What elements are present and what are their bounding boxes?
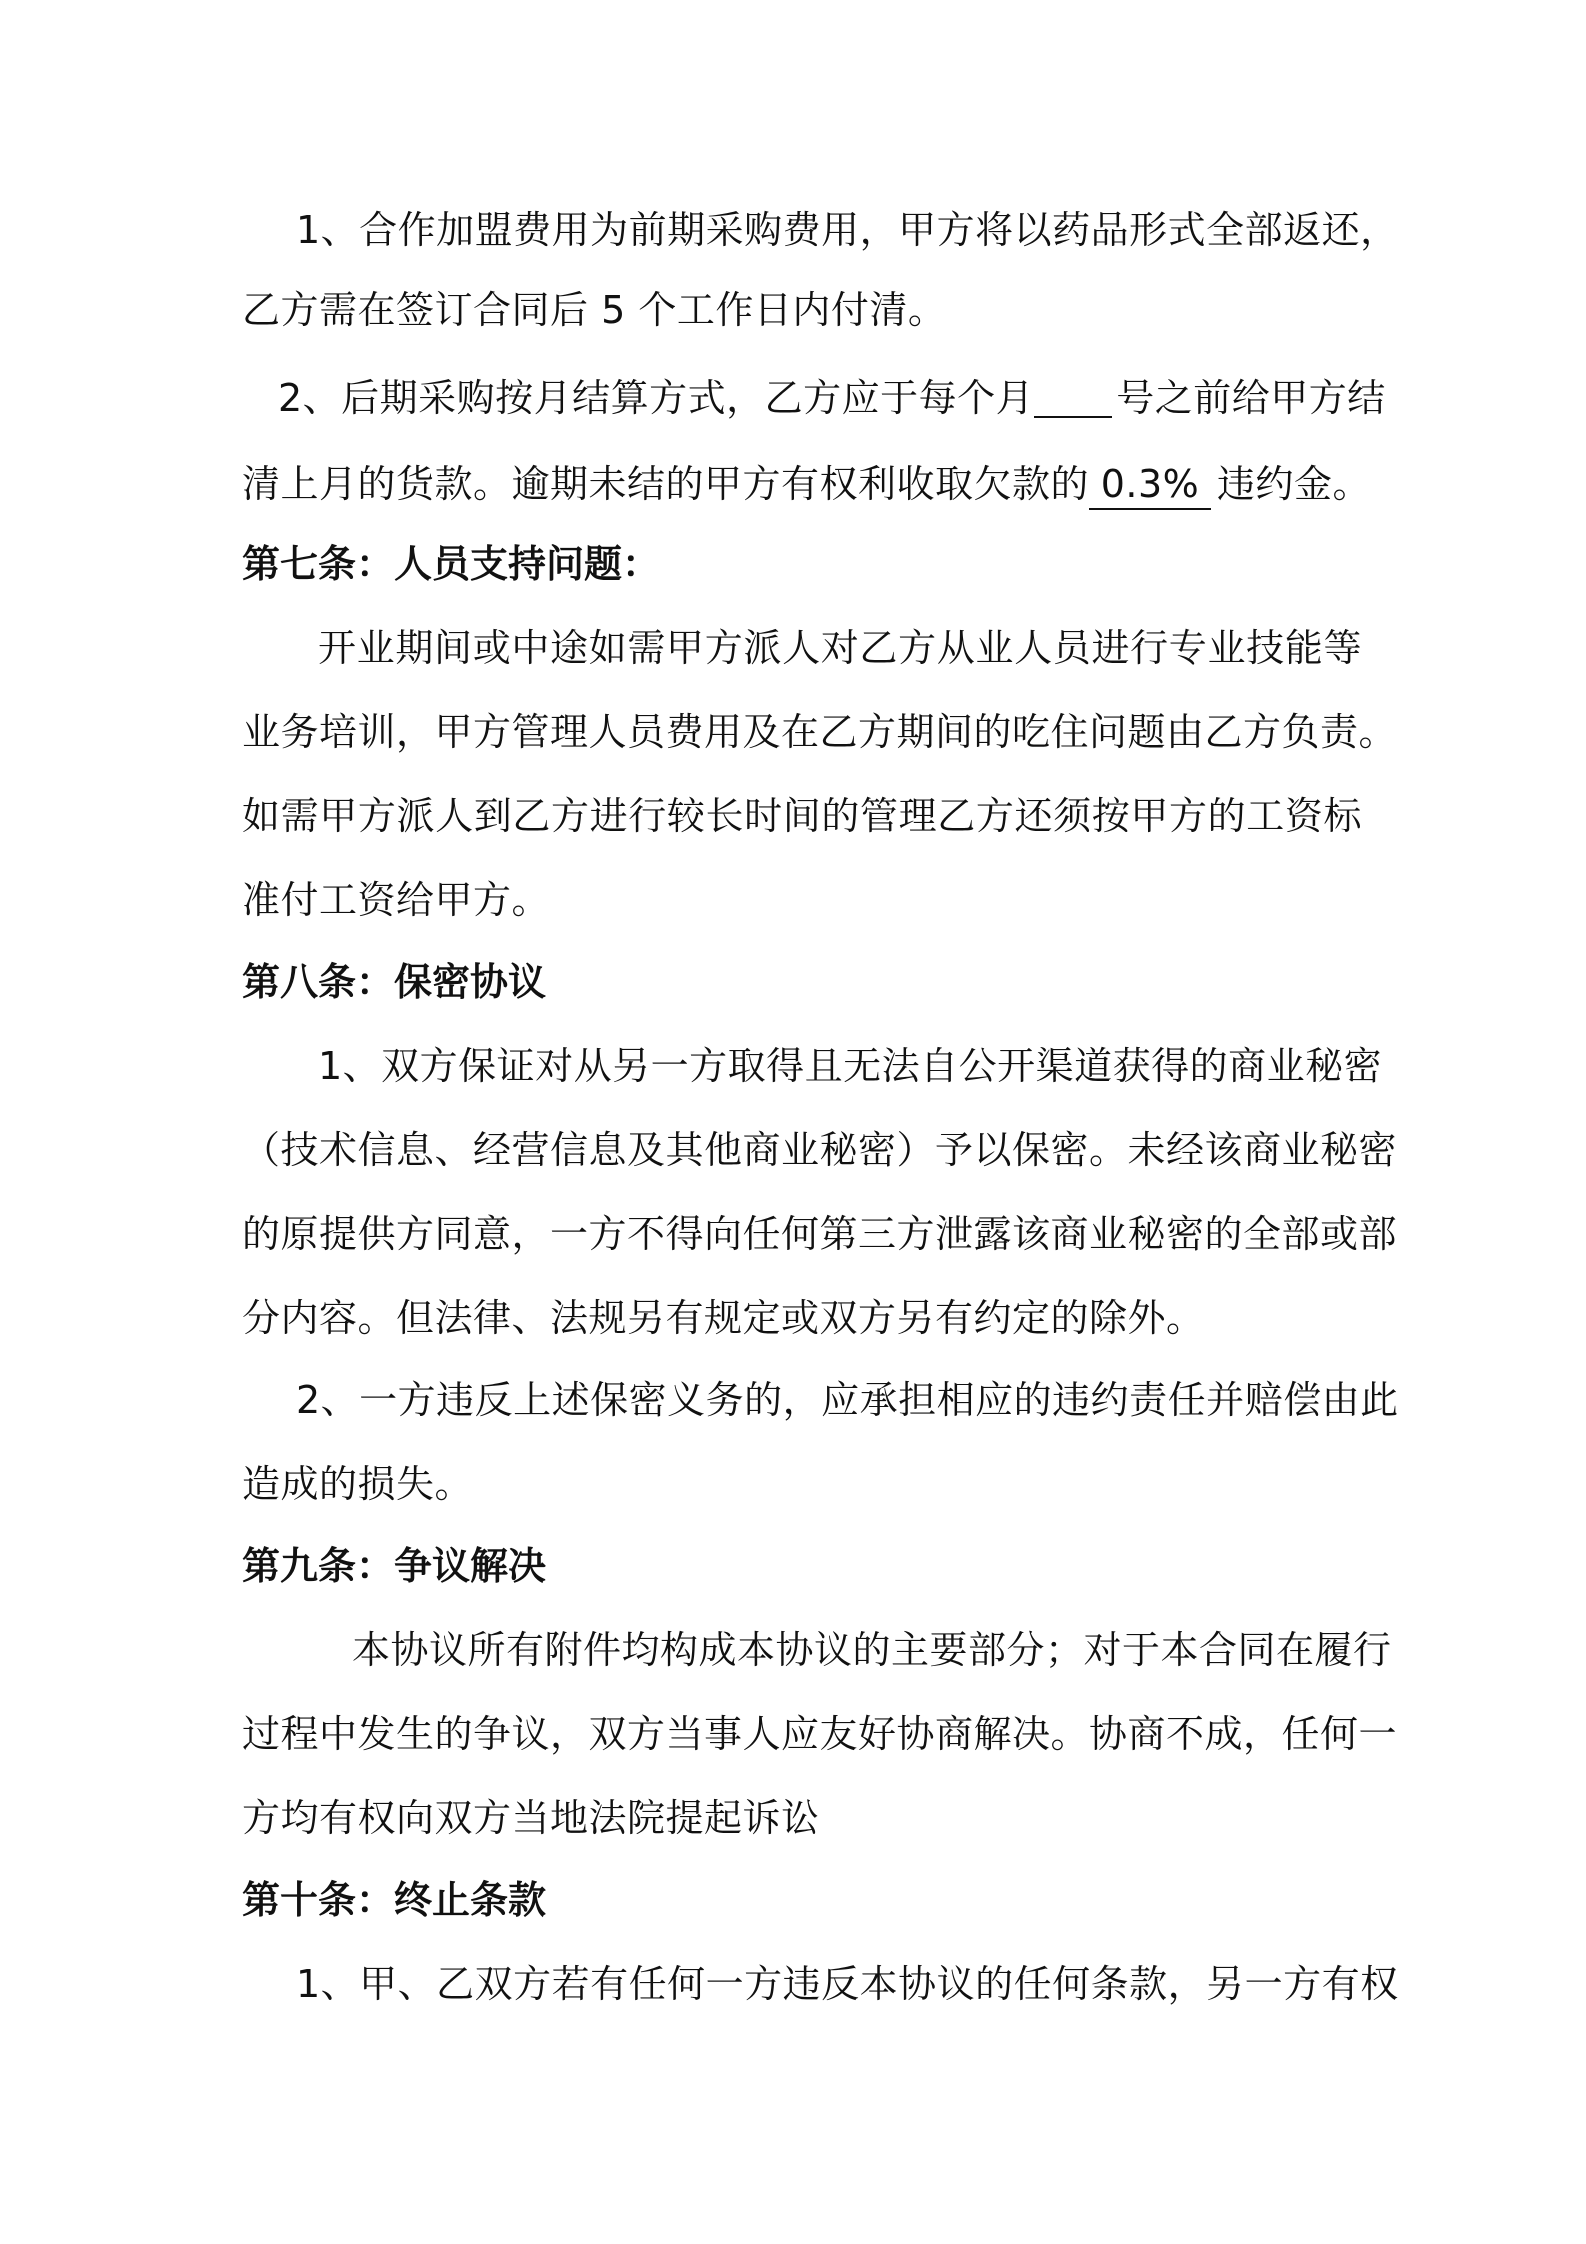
clause8-para2-line1: 2、一方违反上述保密义务的，应承担相应的违约责任并赔偿由此 (296, 1378, 1399, 1422)
day-blank-field[interactable] (1034, 372, 1112, 418)
clause10-heading: 第十条：终止条款 (242, 1878, 547, 1922)
s6-para2-text-b: 号之前给甲方结 (1116, 376, 1386, 420)
penalty-rate-field[interactable]: 0.3% (1089, 458, 1211, 510)
s6-para2-line1 (278, 372, 1386, 424)
clause10-line1: 1、甲、乙双方若有任何一方违反本协议的任何条款，另一方有权 (296, 1962, 1399, 2006)
clause7-line1: 开业期间或中途如需甲方派人对乙方从业人员进行专业技能等 (318, 626, 1362, 670)
s6-para2-text-c: 清上月的货款。逾期未结的甲方有权利收取欠款的 (242, 462, 1090, 506)
clause9-line1: 本协议所有附件均构成本协议的主要部分；对于本合同在履行 (352, 1628, 1392, 1672)
clause8-para1-line2: （技术信息、经营信息及其他商业秘密）予以保密。未经该商业秘密 (242, 1128, 1398, 1172)
clause7-line2: 业务培训，甲方管理人员费用及在乙方期间的吃住问题由乙方负责。 (242, 710, 1398, 754)
s6-para2-text-d: 违约金。 (1217, 462, 1372, 506)
clause8-para1-line4: 分内容。但法律、法规另有规定或双方另有约定的除外。 (242, 1296, 1205, 1340)
clause8-heading: 第八条：保密协议 (242, 960, 547, 1004)
clause9-line3: 方均有权向双方当地法院提起诉讼 (242, 1796, 820, 1840)
clause7-line3: 如需甲方派人到乙方进行较长时间的管理乙方还须按甲方的工资标 (242, 794, 1362, 838)
clause8-para1-line1: 1、双方保证对从另一方取得且无法自公开渠道获得的商业秘密 (318, 1044, 1383, 1088)
clause7-line4: 准付工资给甲方。 (242, 878, 551, 922)
clause8-para1-line3: 的原提供方同意，一方不得向任何第三方泄露该商业秘密的全部或部 (242, 1212, 1398, 1256)
clause8-para2-line2: 造成的损失。 (242, 1462, 474, 1506)
clause9-heading: 第九条：争议解决 (242, 1544, 547, 1588)
s6-para1-line1: 1、合作加盟费用为前期采购费用，甲方将以药品形式全部返还， (296, 208, 1399, 252)
clause9-line2: 过程中发生的争议，双方当事人应友好协商解决。协商不成，任何一 (242, 1712, 1398, 1756)
s6-para2-line2 (242, 458, 1372, 510)
s6-para1-line2: 乙方需在签订合同后 5 个工作日内付清。 (242, 288, 947, 332)
s6-para2-text-a: 2、后期采购按月结算方式，乙方应于每个月 (278, 376, 1035, 420)
clause7-heading: 第七条：人员支持问题： (242, 542, 661, 586)
